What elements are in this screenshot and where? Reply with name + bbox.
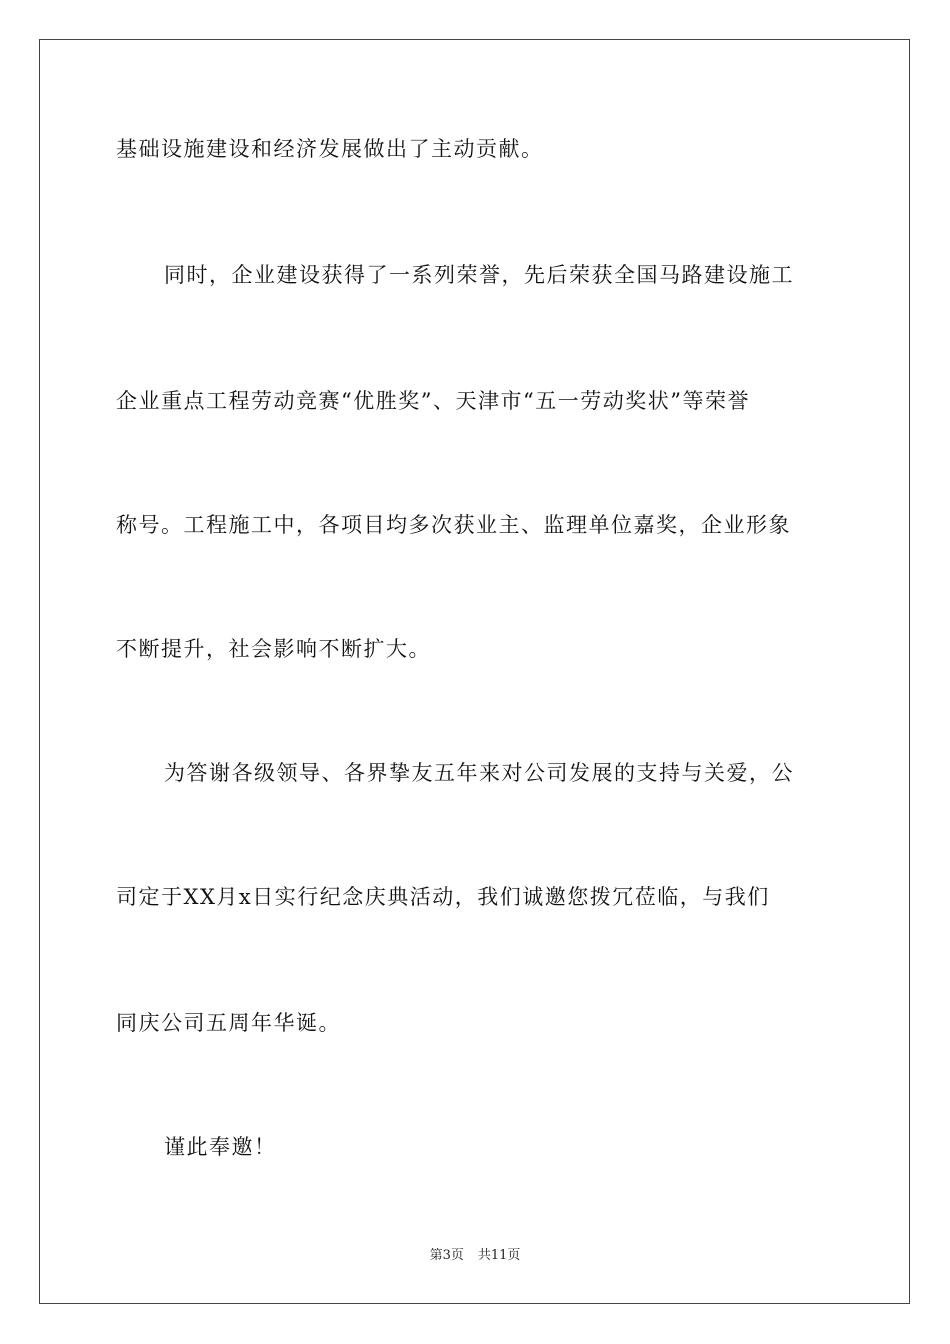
current-page-number: 第3页 [429, 1248, 464, 1263]
text-line-7: 司定于XX月x日实行纪念庆典活动，我们诚邀您拨冗莅临，与我们 [116, 885, 770, 909]
page-footer [0, 1248, 950, 1264]
text-line-4: 称号。工程施工中，各项目均多次获业主、监理单位嘉奖，企业形象 [116, 513, 791, 537]
page-border [39, 39, 910, 1304]
text-line-5: 不断提升，社会影响不断扩大。 [116, 637, 431, 661]
total-page-count: 共11页 [477, 1248, 521, 1263]
text-line-6: 为答谢各级领导、各界挚友五年来对公司发展的支持与关爱，公 [164, 761, 794, 785]
text-line-1: 基础设施建设和经济发展做出了主动贡献。 [116, 137, 544, 161]
text-line-3: 企业重点工程劳动竞赛“优胜奖”、天津市“五一劳动奖状”等荣誉 [116, 389, 750, 413]
text-line-9: 谨此奉邀！ [164, 1135, 277, 1159]
text-line-2: 同时，企业建设获得了一系列荣誉，先后荣获全国马路建设施工 [164, 263, 794, 287]
text-line-8: 同庆公司五周年华诞。 [116, 1011, 341, 1035]
